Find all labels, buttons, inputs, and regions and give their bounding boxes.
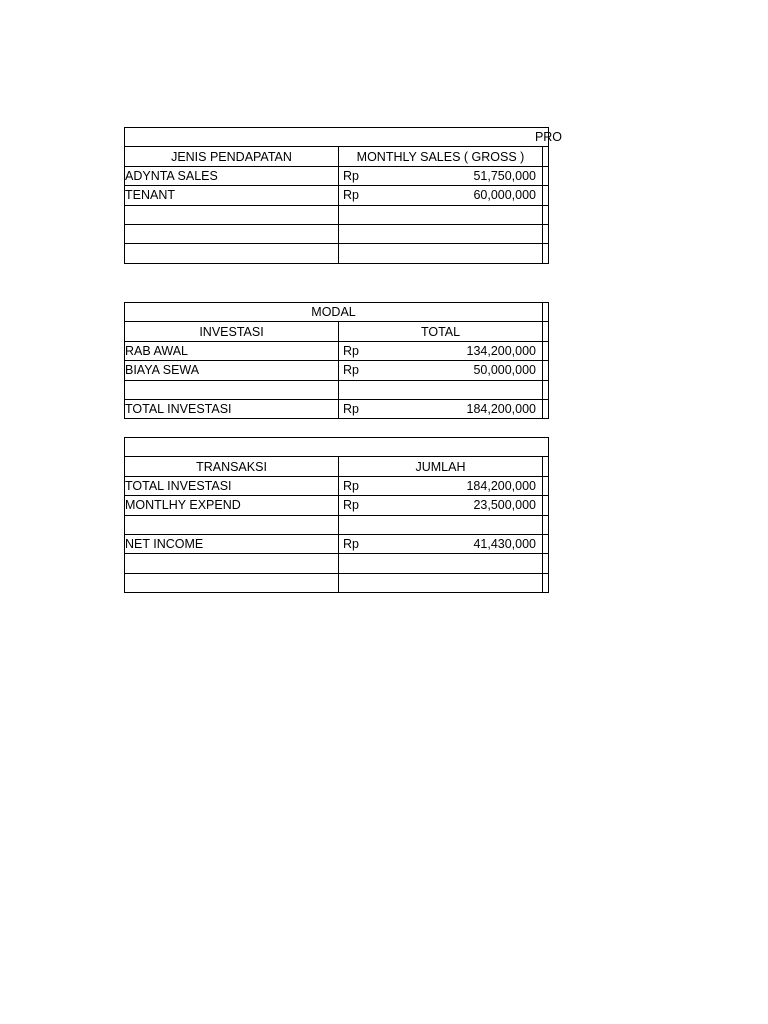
transaction-header-type: TRANSAKSI [125,457,339,476]
empty-row [125,573,549,592]
empty-row [125,380,549,399]
row-label: ADYNTA SALES [125,166,339,185]
currency-label: Rp [343,478,359,493]
capital-header-total: TOTAL [339,322,543,341]
empty-row [125,224,549,243]
currency-label: Rp [343,363,359,378]
income-header-sales: MONTHLY SALES ( GROSS ) [339,147,543,166]
amount-value: 51,750,000 [473,168,536,183]
table-row [125,361,549,380]
capital-table [124,302,543,419]
table-row [125,186,549,205]
transaction-table-title [125,438,549,457]
total-row [125,399,549,418]
transaction-header-amount: JUMLAH [339,457,543,476]
total-amount: 184,200,000 [466,402,537,417]
currency-label: Rp [343,343,359,358]
capital-header-investment: INVESTASI [125,322,339,341]
amount-value: 134,200,000 [466,343,537,358]
row-label: TOTAL INVESTASI [125,476,339,495]
amount-value: 23,500,000 [473,498,536,513]
empty-row [125,515,549,534]
net-income-row [125,534,549,553]
row-label: MONTLHY EXPEND [125,496,339,515]
empty-row [125,554,549,573]
empty-row [125,205,549,224]
income-table-title: PRO [534,130,563,145]
table-row [125,341,549,360]
net-income-amount: 41,430,000 [473,537,536,552]
table-row [125,166,549,185]
net-income-label: NET INCOME [125,534,339,553]
empty-row [125,244,549,263]
total-label: TOTAL INVESTASI [125,399,339,418]
row-label: BIAYA SEWA [125,361,339,380]
currency-label: Rp [343,168,359,183]
amount-value: 60,000,000 [473,188,536,203]
table-row [125,476,549,495]
row-label: RAB AWAL [125,341,339,360]
amount-value: 50,000,000 [473,363,537,378]
currency-label: Rp [343,402,359,417]
currency-label: Rp [343,188,359,203]
table-row [125,496,549,515]
income-table-title-cell [125,128,563,147]
capital-table-title: MODAL [125,303,543,322]
income-table [124,127,563,264]
amount-value: 184,200,000 [466,478,536,493]
row-label: TENANT [125,186,339,205]
income-header-type: JENIS PENDAPATAN [125,147,339,166]
currency-label: Rp [343,537,359,552]
transaction-table [124,437,543,593]
currency-label: Rp [343,498,359,513]
